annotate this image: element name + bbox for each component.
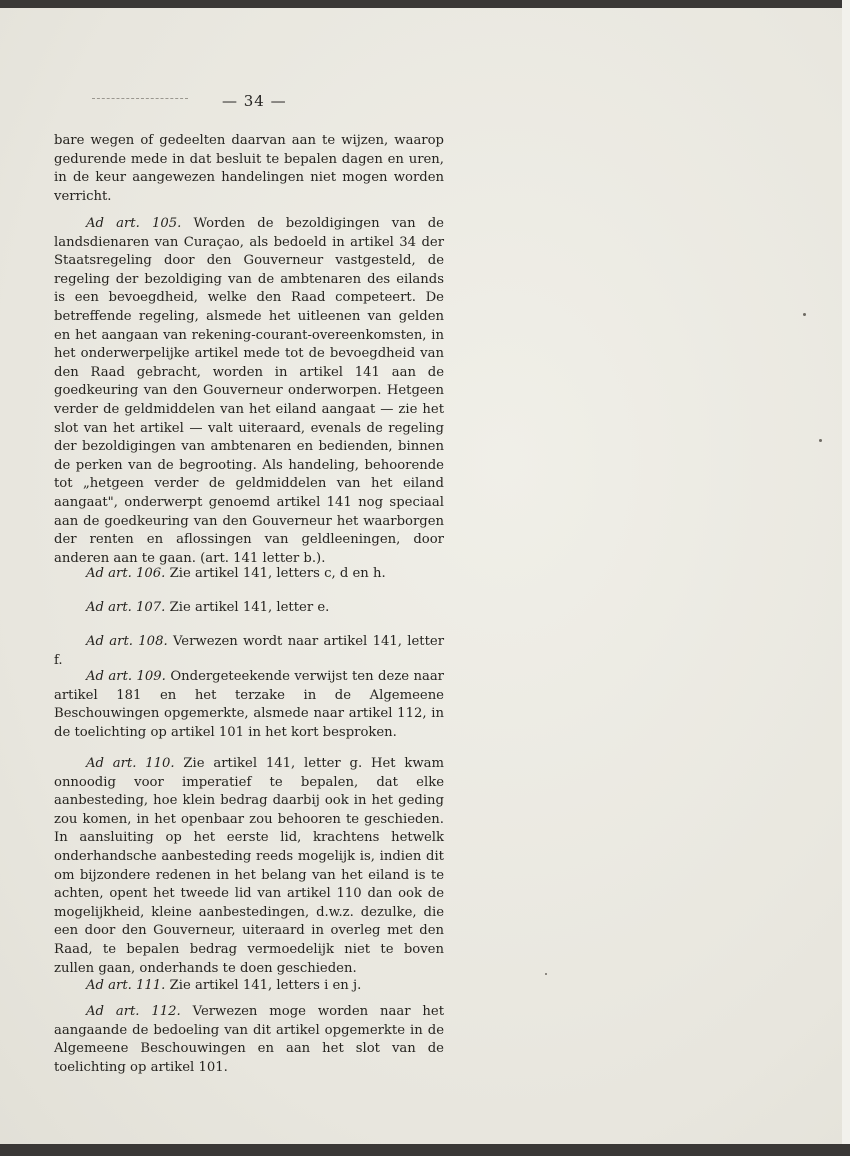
paragraph-art-111: [54, 977, 444, 996]
paragraph-art-109: [54, 668, 444, 742]
paragraph-art-112: [54, 1003, 444, 1077]
article-reference: Ad art. 112.: [86, 1004, 181, 1019]
page-edge: [842, 0, 850, 1156]
document-page: [0, 8, 842, 1144]
paragraph-text: Zie artikel 141, letters i en j.: [169, 978, 362, 993]
paragraph-text: Zie artikel 141, letters c, d en h.: [169, 566, 386, 581]
paragraph-text: Verwezen moge worden naar het aangaande de bedoeling van dit artikel opgemerkte in de Algemeene Beschouwingen en aan het slot van de toelichting op artikel 101.: [54, 1004, 444, 1075]
article-reference: Ad art. 106.: [86, 566, 166, 581]
paper-speck: [803, 313, 806, 316]
paragraph-text: Worden de bezoldigingen van de landsdienaren van Curaçao, als bedoeld in artikel 34 der Staatsregeling door den Gouverneur vastgesteld, de regeling der bezoldiging van de ambtenaren des eilands is een bevoegdheid, welke den Raad competeert. De betreffende regeling, alsmede het uitleenen van gelden en het aangaan van rekening-courant-overeenkomsten, in het onderwerpelijke artikel mede tot de bevoegdheid van den Raad gebracht, worden in artikel 141 aan de goedkeuring van den Gouverneur onderworpen. Hetgeen verder de geldmiddelen van het eiland aangaat — zie het slot van het artikel — valt uiteraard, evenals de regeling der bezoldigingen van ambtenaren en bedienden, binnen de perken van de begrooting. Als handeling, behoorende tot „hetgeen verder de geldmiddelen van het eiland aangaat", onderwerpt genoemd artikel 141 nog speciaal aan de goedkeuring van den Gouverneur het waarborgen der renten en aflossingen van geldleeningen, door anderen aan te gaan. (art. 141 letter b.).: [54, 216, 444, 566]
paragraph-text: bare wegen of gedeelten daarvan aan te wijzen, waarop gedurende mede in dat besluit te bepalen dagen en uren, in de keur aangewezen handelingen niet mogen worden verricht.: [54, 133, 444, 204]
article-reference: Ad art. 110.: [86, 756, 175, 771]
article-reference: Ad art. 107.: [86, 600, 166, 615]
paragraph-art-110: [54, 755, 444, 978]
article-reference: Ad art. 109.: [86, 669, 166, 684]
paper-speck: [819, 439, 822, 442]
header-rule: [92, 98, 188, 99]
scan-border: [0, 1144, 850, 1156]
article-reference: Ad art. 105.: [86, 216, 182, 231]
paragraph-art-105: [54, 215, 444, 568]
paragraph-text: Ondergeteekende verwijst ten deze naar artikel 181 en het terzake in de Algemeene Beschouwingen opgemerkte, alsmede naar artikel 112, in de toelichting op artikel 101 in het kort besproken.: [54, 669, 444, 740]
paragraph-art-107: [54, 599, 444, 618]
paragraph-text: Zie artikel 141, letter g. Het kwam onnoodig voor imperatief te bepalen, dat elke aanbesteding, hoe klein bedrag daarbij ook in het geding zou komen, in het openbaar zou behooren te geschieden. In aansluiting op het eerste lid, krachtens hetwelk onderhandsche aanbesteding reeds mogelijk is, indien dit om bijzondere redenen in het belang van het eiland is te achten, opent het tweede lid van artikel 110 dan ook de mogelijkheid, kleine aanbestedingen, d.w.z. dezulke, die een door den Gouverneur, uiteraard in overleg met den Raad, te bepalen bedrag vermoedelijk niet te boven zullen gaan, onderhands te doen geschieden.: [54, 756, 444, 976]
paragraph-text: Verwezen wordt naar artikel 141, letter f.: [54, 634, 444, 668]
paragraph-text: Zie artikel 141, letter e.: [169, 600, 330, 615]
paragraph-art-106: [54, 565, 444, 584]
article-reference: Ad art. 108.: [86, 634, 168, 649]
paragraph-continuation: [54, 132, 444, 206]
article-reference: Ad art. 111.: [86, 978, 166, 993]
paragraph-art-108: [54, 633, 444, 670]
page-number: — 34 —: [222, 92, 287, 110]
paper-speck: [545, 973, 547, 975]
